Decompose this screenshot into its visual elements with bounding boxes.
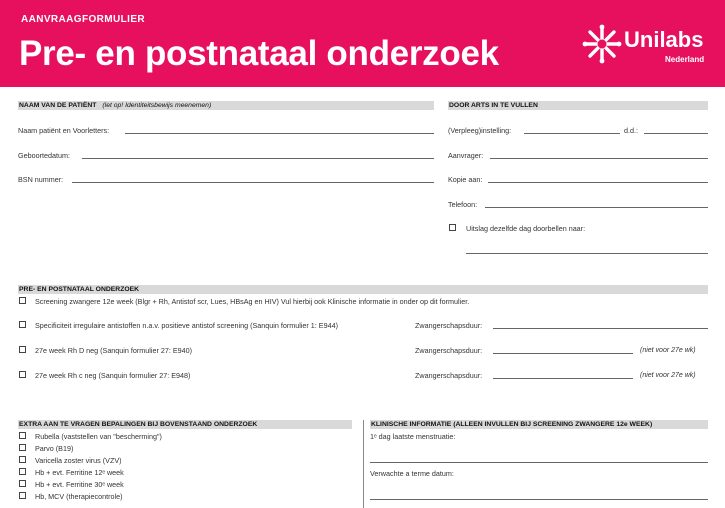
doctor-section-heading: DOOR ARTS IN TE VULLEN: [448, 101, 708, 110]
birthdate-field[interactable]: [82, 158, 434, 159]
antibody-specificity-label: Specificiteit irregulaire antistoffen n.a.v. positieve antistof screening (Sanquin formulier 1: E944): [35, 321, 338, 330]
section-divider: [363, 420, 364, 508]
hb-ferritin-12w-label: Hb + evt. Ferritine 12ᵉ week: [35, 468, 124, 477]
pregnancy-duration-label: Zwangerschapsduur:: [415, 371, 483, 380]
hb-mcv-checkbox[interactable]: [19, 492, 26, 499]
last-menstruation-field[interactable]: [370, 462, 708, 463]
varicella-label: Varicella zoster virus (VZV): [35, 456, 122, 465]
clinical-section-heading: KLINISCHE INFORMATIE (ALLEEN INVULLEN BIJ SCREENING ZWANGERE 12e WEEK): [370, 420, 708, 429]
patient-name-field[interactable]: [125, 133, 434, 134]
form-supertitle: AANVRAAGFORMULIER: [21, 14, 146, 25]
screening-12w-label: Screening zwangere 12e week (Blgr + Rh, Antistof scr, Lues, HBsAg en HIV) Vul hierbij ook Klinische informatie in onder op dit formulier.: [35, 297, 470, 306]
institution-date-field[interactable]: [644, 133, 708, 134]
patient-section-heading: [18, 101, 434, 110]
phone-field[interactable]: [485, 207, 708, 208]
hb-ferritin-30w-checkbox[interactable]: [19, 480, 26, 487]
phone-label: Telefoon:: [448, 200, 478, 209]
due-date-field[interactable]: [370, 499, 708, 500]
callback-label: Uitslag dezelfde dag doorbellen naar:: [466, 224, 586, 233]
parvo-label: Parvo (B19): [35, 444, 74, 453]
patient-heading-note: (let op! Identiteitsbewijs meenemen): [102, 102, 212, 109]
hb-mcv-label: Hb, MCV (therapiecontrole): [35, 492, 123, 501]
rhd-neg-checkbox[interactable]: [19, 346, 26, 353]
bsn-field[interactable]: [72, 182, 434, 183]
due-date-label: Verwachte a terme datum:: [370, 469, 454, 478]
logo-subtitle: Nederland: [665, 55, 705, 64]
rhc-neg-checkbox[interactable]: [19, 371, 26, 378]
requester-label: Aanvrager:: [448, 151, 484, 160]
pregnancy-duration-field[interactable]: [493, 328, 708, 329]
copy-to-label: Kopie aan:: [448, 175, 483, 184]
pregnancy-duration-label: Zwangerschapsduur:: [415, 346, 483, 355]
header-banner: [0, 0, 725, 87]
rhd-neg-label: 27e week Rh D neg (Sanquin formulier 27: E940): [35, 346, 193, 355]
hb-ferritin-12w-checkbox[interactable]: [19, 468, 26, 475]
page-title: Pre- en postnataal onderzoek: [19, 34, 499, 73]
prenatal-section-heading: PRE- EN POSTNATAAL ONDERZOEK: [18, 285, 708, 294]
hb-ferritin-30w-label: Hb + evt. Ferritine 30ᵉ week: [35, 480, 124, 489]
pregnancy-duration-field[interactable]: [493, 378, 633, 379]
institution-label: (Verpleeg)instelling:: [448, 126, 512, 135]
varicella-checkbox[interactable]: [19, 456, 26, 463]
patient-heading-text: NAAM VAN DE PATIËNT: [19, 102, 97, 109]
callback-field[interactable]: [466, 253, 708, 254]
rhc-neg-label: 27e week Rh c neg (Sanquin formulier 27: E948): [35, 371, 191, 380]
unilabs-logo: [582, 24, 712, 66]
antibody-specificity-checkbox[interactable]: [19, 321, 26, 328]
last-menstruation-label: 1ᵉ dag laatste menstruatie:: [370, 432, 456, 441]
extra-section-heading: EXTRA AAN TE VRAGEN BEPALINGEN BIJ BOVENSTAAND ONDERZOEK: [18, 420, 352, 429]
copy-to-field[interactable]: [488, 182, 708, 183]
pregnancy-duration-label: Zwangerschapsduur:: [415, 321, 483, 330]
not-before-27w-note: (niet voor 27e wk): [640, 372, 696, 379]
logo-name: Unilabs: [624, 27, 704, 52]
institution-date-label: d.d.:: [624, 126, 638, 135]
requester-field[interactable]: [490, 158, 708, 159]
snowflake-logo-icon: [582, 24, 622, 64]
not-before-27w-note: (niet voor 27e wk): [640, 347, 696, 354]
birthdate-label: Geboortedatum:: [18, 151, 70, 160]
callback-checkbox[interactable]: [449, 224, 456, 231]
institution-field[interactable]: [524, 133, 620, 134]
bsn-label: BSN nummer:: [18, 175, 64, 184]
parvo-checkbox[interactable]: [19, 444, 26, 451]
screening-12w-checkbox[interactable]: [19, 297, 26, 304]
patient-name-label: Naam patiënt en Voorletters:: [18, 126, 110, 135]
rubella-label: Rubella (vaststellen van "bescherming"): [35, 432, 162, 441]
pregnancy-duration-field[interactable]: [493, 353, 633, 354]
rubella-checkbox[interactable]: [19, 432, 26, 439]
